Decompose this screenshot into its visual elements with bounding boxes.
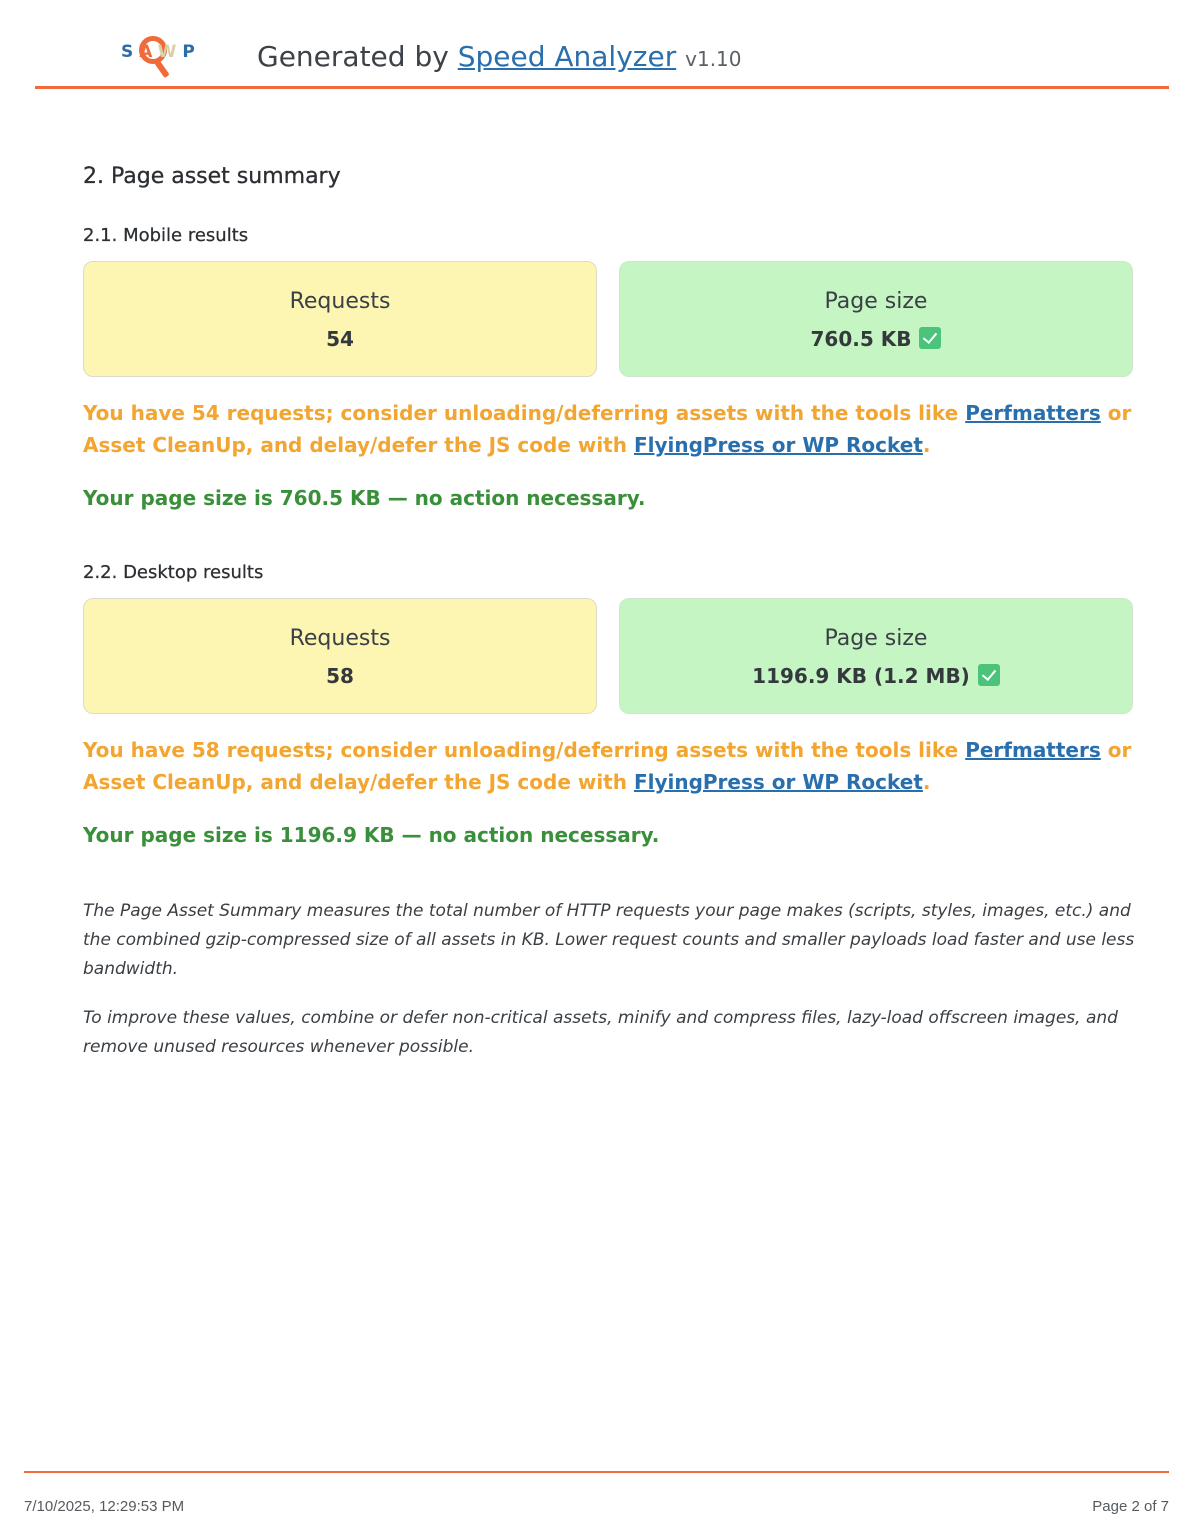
sawp-logo <box>119 34 199 84</box>
page-size-value-row <box>620 663 1132 689</box>
page-size-value: 760.5 KB <box>810 327 912 351</box>
explanation-note: The Page Asset Summary measures the total number of HTTP requests your page makes (scripts, styles, images, etc.) and the combined gzip-compressed size of all assets in KB. Lower request counts and smaller payloads load faster and use less bandwidth. <box>83 901 1135 979</box>
page-size-value: 1196.9 KB (1.2 MB) <box>752 664 970 688</box>
flyingpress-wp-rocket-link[interactable]: FlyingPress or WP Rocket <box>633 433 923 457</box>
footer-timestamp: 7/10/2025, 12:29:53 PM <box>24 1498 185 1515</box>
requests-label: Requests <box>289 626 391 651</box>
requests-value: 54 <box>326 327 354 351</box>
page-size-value-row <box>620 326 1132 352</box>
desktop-requests-card <box>83 598 597 714</box>
desktop-page-size-message: Your page size is 1196.9 KB — no action necessary. <box>83 823 660 847</box>
mobile-requests-card <box>83 261 597 377</box>
requests-value: 58 <box>326 664 354 688</box>
mobile-results-title: 2.1. Mobile results <box>83 225 249 246</box>
desktop-page-size-card <box>619 598 1133 714</box>
perfmatters-link[interactable]: Perfmatters <box>965 738 1101 762</box>
requests-label: Requests <box>289 289 391 314</box>
flyingpress-wp-rocket-link[interactable]: FlyingPress or WP Rocket <box>633 770 923 794</box>
report-header <box>35 0 1169 89</box>
footer-divider <box>24 1471 1169 1473</box>
mobile-requests-advice: You have 54 requests; consider unloading/deferring assets with the tools like Perfmatters or Asset CleanUp, and delay/defer the JS code with FlyingPress or WP Rocket. <box>83 401 1132 457</box>
header-title <box>257 40 742 73</box>
page-size-label: Page size <box>824 626 928 651</box>
check-mark-icon <box>978 664 1000 686</box>
check-mark-icon <box>919 327 941 349</box>
footer-page-indicator: Page 2 of 7 <box>1092 1498 1169 1515</box>
speed-analyzer-link[interactable]: Speed Analyzer <box>457 40 677 73</box>
magnifier-handle-icon <box>154 60 169 78</box>
perfmatters-link[interactable]: Perfmatters <box>965 401 1101 425</box>
desktop-requests-advice: You have 58 requests; consider unloading/deferring assets with the tools like Perfmatters or Asset CleanUp, and delay/defer the JS code with FlyingPress or WP Rocket. <box>83 738 1132 794</box>
desktop-results-title: 2.2. Desktop results <box>83 562 264 583</box>
mobile-page-size-card <box>619 261 1133 377</box>
page-size-label: Page size <box>824 289 928 314</box>
version-label: v1.10 <box>685 47 742 71</box>
mobile-page-size-message: Your page size is 760.5 KB — no action necessary. <box>83 486 646 510</box>
logo-letters: SAWP <box>121 42 201 62</box>
improvement-note: To improve these values, combine or defer non-critical assets, minify and compress files, lazy-load offscreen images, and remove unused resources whenever possible. <box>83 1008 1118 1057</box>
section-title: 2. Page asset summary <box>83 164 341 189</box>
generated-by-text: Generated by <box>257 40 458 73</box>
